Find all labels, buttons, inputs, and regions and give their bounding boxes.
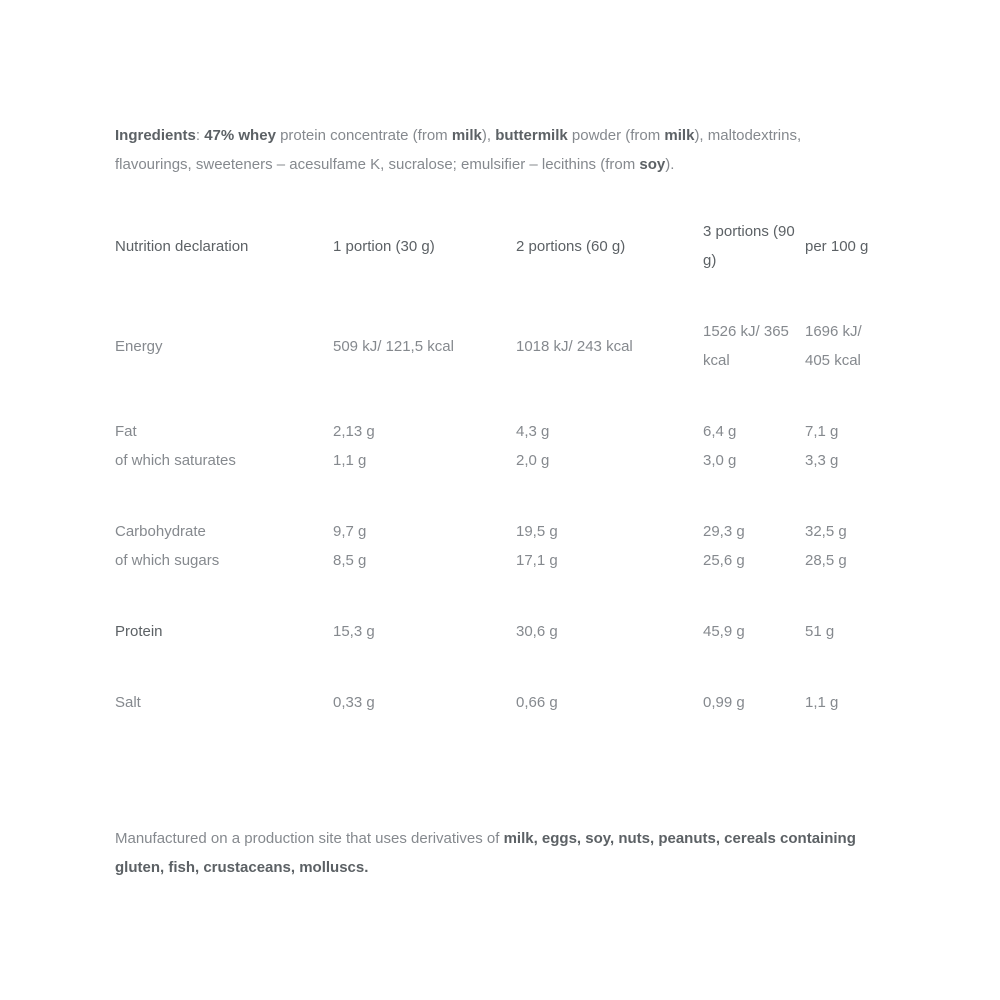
- allergen-line-2: [115, 853, 1000, 882]
- saturates-3-portions: 3,0 g: [703, 452, 737, 469]
- fat-per-100g: 7,1 g: [805, 423, 839, 440]
- header-2-portions: 2 portions (60 g): [516, 237, 626, 255]
- protein-1-portion: 15,3 g: [333, 623, 375, 640]
- row-label-carbohydrate: Carbohydrate: [115, 523, 206, 540]
- protein-3-portions: 45,9 g: [703, 623, 745, 640]
- allergen-intro-text: Manufactured on a production site that uses derivatives of: [115, 830, 504, 847]
- table-row-carbohydrate: [115, 496, 1000, 596]
- header-per-100g: per 100 g: [805, 237, 869, 255]
- ingredients-text: :: [195, 127, 205, 144]
- energy-per-100g: 1696 kJ/ 405 kcal: [805, 323, 862, 369]
- energy-1-portion: 509 kJ/ 121,5 kcal: [333, 337, 454, 355]
- carbohydrate-2-portions: 19,5 g: [516, 523, 558, 540]
- row-label-energy: Energy: [115, 337, 163, 355]
- ingredients-bold-milk: milk: [664, 127, 695, 144]
- ingredients-bold-buttermilk: buttermilk: [495, 127, 568, 144]
- ingredients-bold-soy: soy: [639, 156, 666, 173]
- ingredients-paragraph: [115, 121, 1000, 179]
- salt-2-portions: 0,66 g: [516, 694, 558, 711]
- allergen-list-text: gluten, fish, crustaceans, molluscs.: [115, 859, 369, 876]
- row-label-protein: Protein: [115, 623, 163, 640]
- ingredients-bold-whey: 47% whey: [204, 127, 276, 144]
- row-label-sugars: of which sugars: [115, 552, 220, 569]
- sugars-1-portion: 8,5 g: [333, 552, 367, 569]
- row-label-fat: Fat: [115, 423, 137, 440]
- carbohydrate-3-portions: 29,3 g: [703, 523, 745, 540]
- ingredients-line-1: [115, 121, 1000, 150]
- ingredients-bold-milk: milk: [451, 127, 482, 144]
- table-row-energy: [115, 296, 1000, 396]
- header-3-portions: 3 portions (90 g): [703, 223, 795, 269]
- row-label-saturates: of which saturates: [115, 452, 236, 469]
- table-row-protein: [115, 596, 1000, 667]
- salt-3-portions: 0,99 g: [703, 694, 745, 711]
- table-row-salt: [115, 667, 1000, 738]
- fat-1-portion: 2,13 g: [333, 423, 375, 440]
- salt-per-100g: 1,1 g: [805, 694, 839, 711]
- table-row-fat: [115, 396, 1000, 496]
- nutrition-table: [115, 196, 1000, 738]
- saturates-1-portion: 1,1 g: [333, 452, 367, 469]
- header-nutrition-declaration: Nutrition declaration: [115, 237, 249, 255]
- ingredients-line-2: [115, 150, 1000, 179]
- allergen-line-1: [115, 824, 1000, 853]
- protein-2-portions: 30,6 g: [516, 623, 558, 640]
- salt-1-portion: 0,33 g: [333, 694, 375, 711]
- fat-2-portions: 4,3 g: [516, 423, 550, 440]
- ingredients-text: protein concentrate (from: [275, 127, 452, 144]
- ingredients-text: flavourings, sweeteners – acesulfame K, sucralose; emulsifier – lecithins (from: [115, 156, 640, 173]
- carbohydrate-per-100g: 32,5 g: [805, 523, 847, 540]
- sugars-2-portions: 17,1 g: [516, 552, 558, 569]
- allergen-list-text: milk, eggs, soy, nuts, peanuts, cereals containing: [503, 830, 856, 847]
- row-label-salt: Salt: [115, 694, 141, 711]
- energy-3-portions: 1526 kJ/ 365 kcal: [703, 323, 789, 369]
- sugars-per-100g: 28,5 g: [805, 552, 847, 569]
- header-1-portion: 1 portion (30 g): [333, 237, 435, 255]
- ingredients-text: ),: [481, 127, 496, 144]
- sugars-3-portions: 25,6 g: [703, 552, 745, 569]
- ingredients-text: powder (from: [567, 127, 665, 144]
- ingredients-label: Ingredients: [115, 127, 196, 144]
- carbohydrate-1-portion: 9,7 g: [333, 523, 367, 540]
- saturates-per-100g: 3,3 g: [805, 452, 839, 469]
- ingredients-text: ).: [665, 156, 675, 173]
- saturates-2-portions: 2,0 g: [516, 452, 550, 469]
- protein-per-100g: 51 g: [805, 623, 835, 640]
- energy-2-portions: 1018 kJ/ 243 kcal: [516, 337, 633, 355]
- fat-3-portions: 6,4 g: [703, 423, 737, 440]
- nutrition-table-header-row: [115, 196, 1000, 296]
- allergen-notice-paragraph: [115, 824, 1000, 882]
- ingredients-text: ), maltodextrins,: [694, 127, 802, 144]
